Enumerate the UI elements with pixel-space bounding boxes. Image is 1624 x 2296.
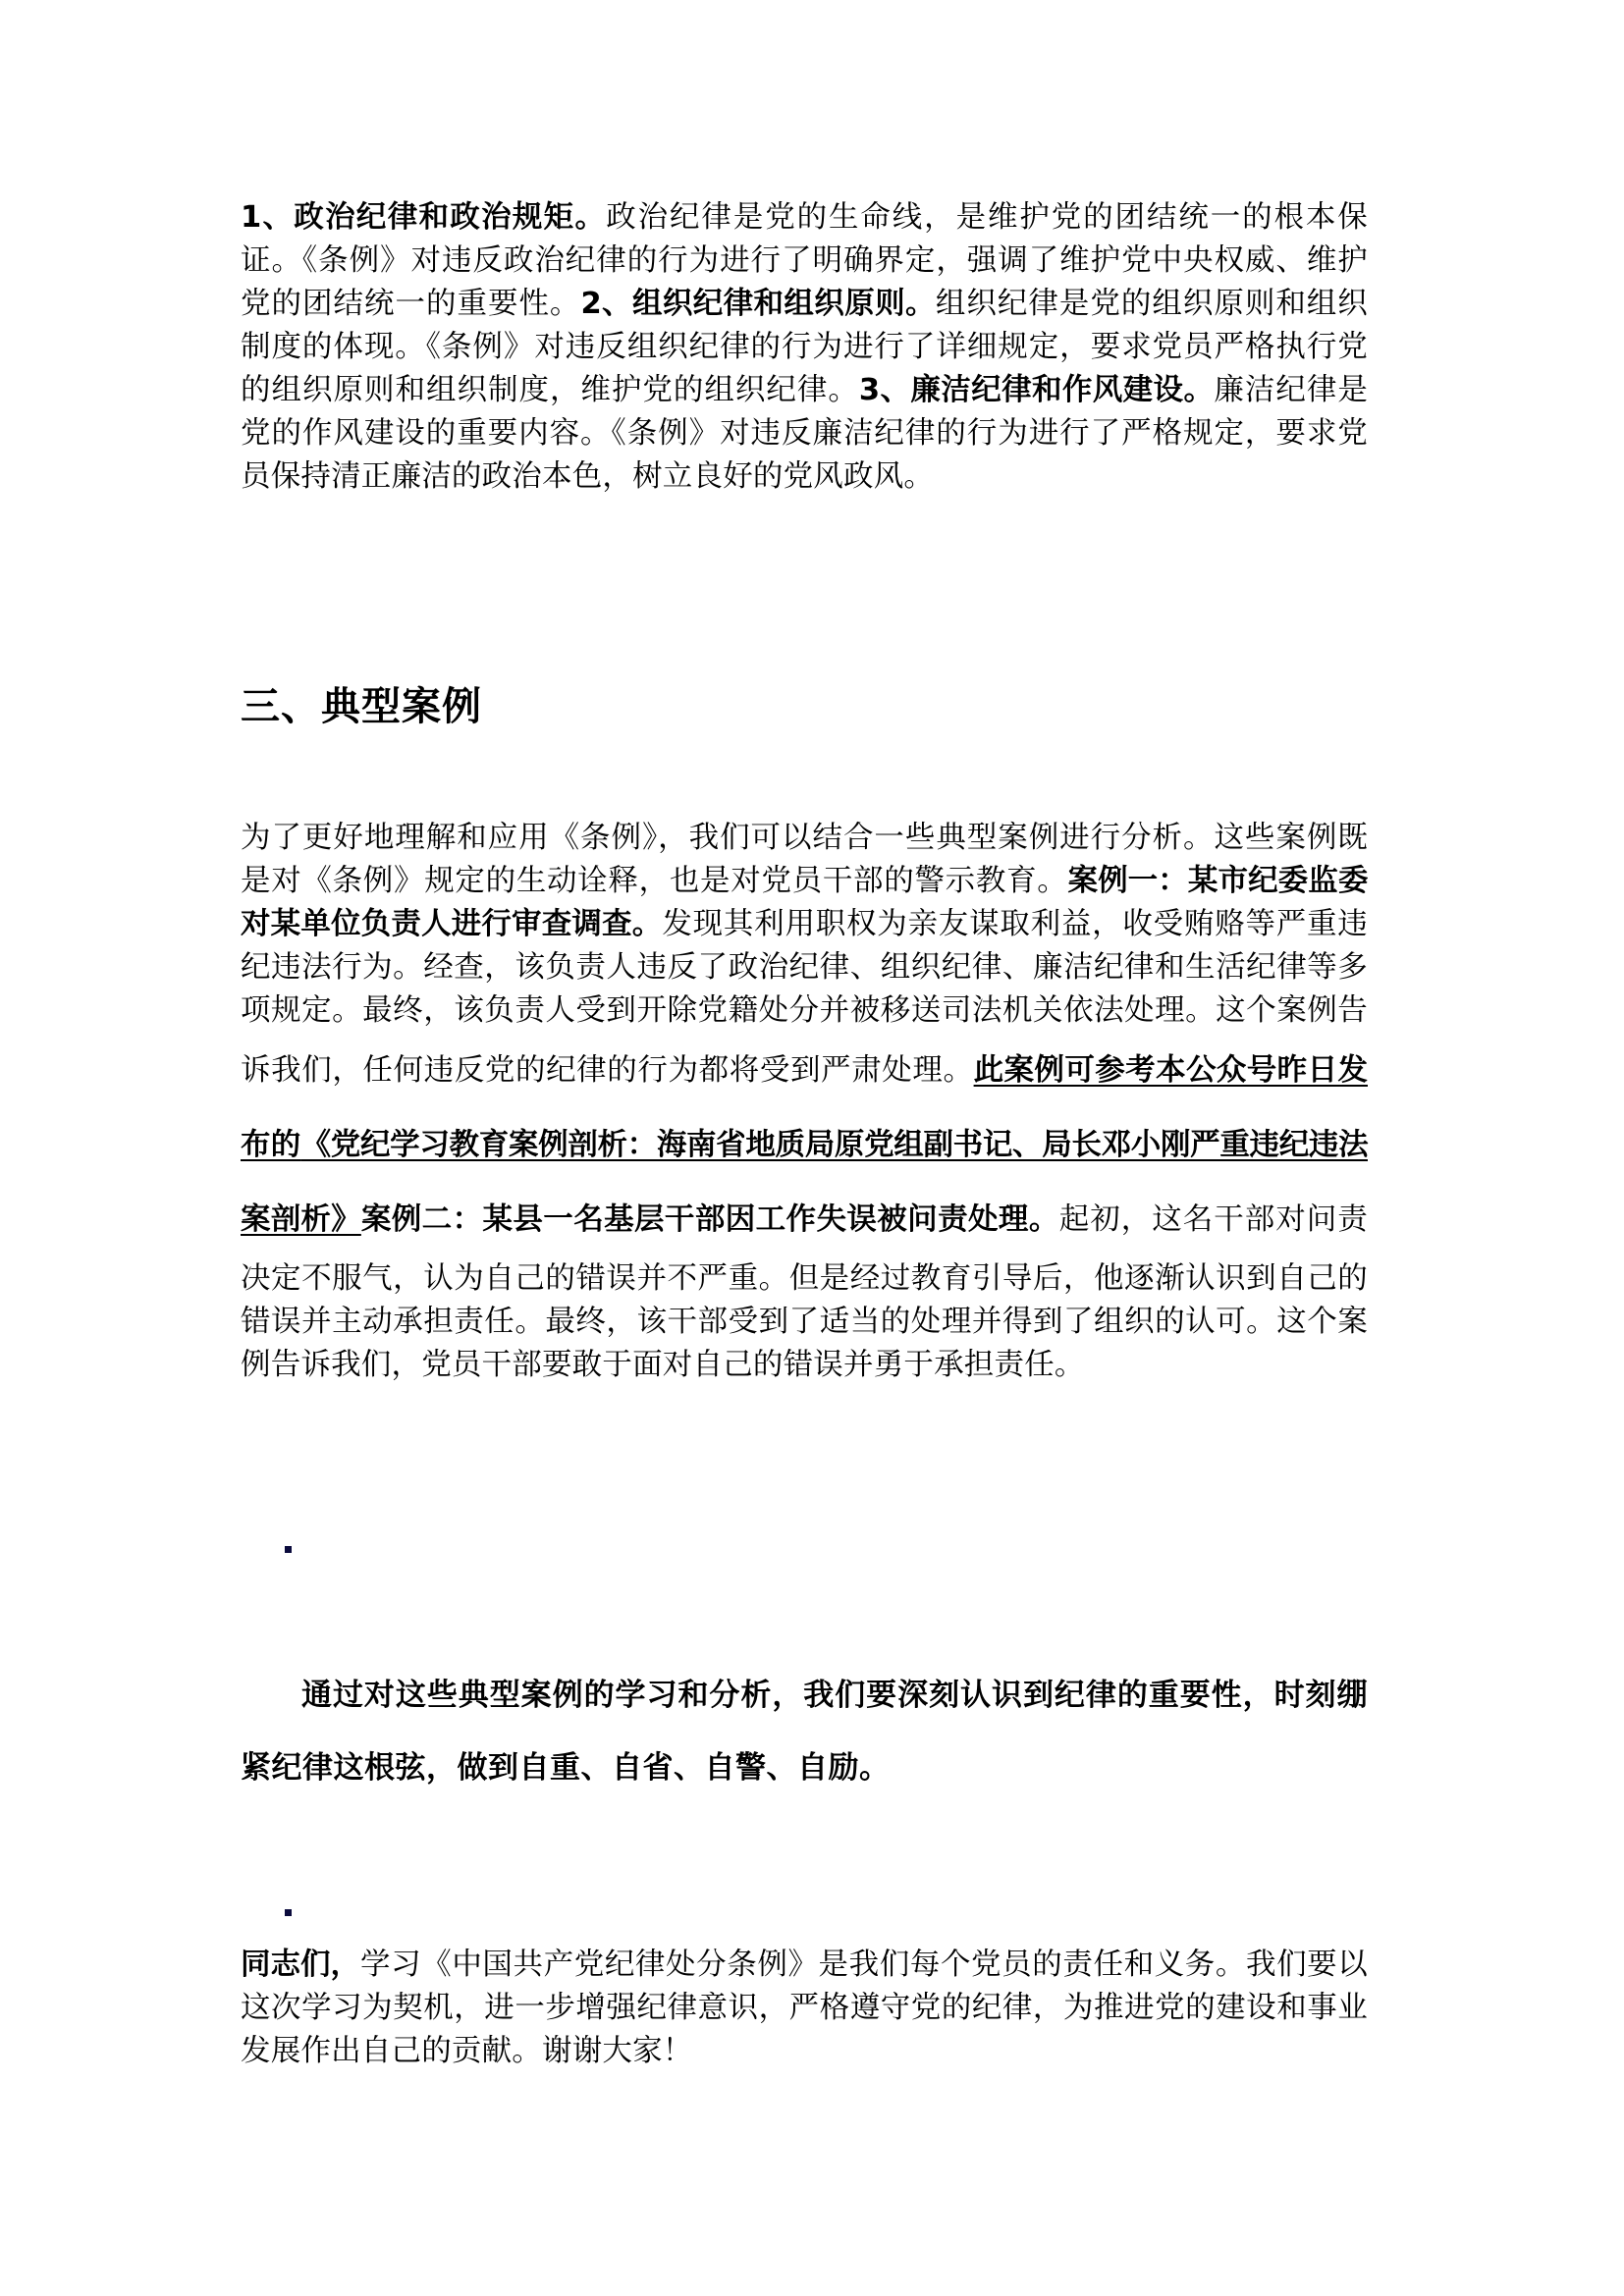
- section-heading-block: [241, 679, 1368, 734]
- paragraph-four-block: [241, 1944, 1368, 2073]
- paragraph-one: [241, 196, 1368, 499]
- paragraph-two-run-3: 发现其利用职权为亲友谋取利益，收受贿赂等严重违纪违法行为。经查，该负责人违反了政治纪律、组织纪律、廉洁纪律和生活纪律等多项规定。最终，该负责人受到开除党籍处分并被移送司法机关依法处理。这个案例告诉我们，任何违反党的纪律的行为都将受到严肃处理。: [241, 907, 1368, 1088]
- paragraph-one-run-6: 廉洁纪律是党的作风建设的重要内容。《条例》对违反廉洁纪律的行为进行了严格规定，要求党员保持清正廉洁的政治本色，树立良好的党风政风。: [241, 373, 1369, 494]
- bullet-two-block: [285, 1909, 292, 1916]
- square-bullet-dot-icon: [285, 1546, 292, 1553]
- paragraph-three: 通过对这些典型案例的学习和分析，我们要深刻认识到纪律的重要性，时刻绷紧纪律这根弦，做到自重、自省、自警、自励。: [241, 1678, 1368, 1786]
- paragraph-two: [241, 817, 1368, 1387]
- paragraph-one-run-3-bold: 2、组织纪律和组织原则。: [580, 287, 936, 321]
- paragraph-four-run-1-bold: 同志们，: [241, 1948, 361, 1982]
- paragraph-four-run-2: 学习《中国共产党纪律处分条例》是我们每个党员的责任和义务。我们要以这次学习为契机，进一步增强纪律意识，严格遵守党的纪律，为推进党的建设和事业发展作出自己的贡献。谢谢大家！: [241, 1948, 1368, 2068]
- paragraph-two-run-2-bold: 案例一：某市纪委监委对某单位负责人进行审查调查。: [241, 864, 1368, 941]
- paragraph-one-run-5-bold: 3、廉洁纪律和作风建设。: [858, 373, 1215, 407]
- paragraph-four: [241, 1944, 1368, 2073]
- paragraph-one-block: [241, 196, 1368, 499]
- paragraph-one-run-1-bold: 1、政治纪律和政治规矩。: [241, 200, 607, 235]
- paragraph-three-block: [241, 1659, 1368, 1804]
- bullet-one-block: [285, 1546, 292, 1553]
- paragraph-one-run-4: 组织纪律是党的组织原则和组织制度的体现。《条例》对违反组织纪律的行为进行了详细规定，要求党员严格执行党的组织原则和组织制度，维护党的组织纪律。: [241, 287, 1369, 407]
- paragraph-two-reference-title[interactable]: 《党纪学习教育案例剖析：海南省地质局原党组副书记、局长邓小刚严重违纪违法案剖析》: [241, 1128, 1368, 1237]
- paragraph-two-run-1: 为了更好地理解和应用《条例》，我们可以结合一些典型案例进行分析。这些案例既是对《条例》规定的生动诠释，也是对党员干部的警示教育。: [241, 821, 1368, 898]
- paragraph-two-block: [241, 817, 1368, 1387]
- paragraph-two-run-6-bold: 案例二：某县一名基层干部因工作失误被问责处理。: [360, 1202, 1059, 1237]
- paragraph-two-run-7: 起初，这名干部对问责决定不服气，认为自己的错误并不严重。但是经过教育引导后，他逐渐认识到自己的错误并主动承担责任。最终，该干部受到了适当的处理并得到了组织的认可。这个案例告诉我们，党员干部要敢于面对自己的错误并勇于承担责任。: [241, 1202, 1369, 1382]
- paragraph-two-reference-prefix[interactable]: 此案例可参考本公众号昨日发布的: [241, 1052, 1368, 1162]
- section-heading: 三、典型案例: [241, 684, 482, 729]
- square-bullet-dot-icon: [285, 1909, 292, 1916]
- paragraph-one-run-2: 政治纪律是党的生命线，是维护党的团结统一的根本保证。《条例》对违反政治纪律的行为进行了明确界定，强调了维护党中央权威、维护党的团结统一的重要性。: [241, 200, 1368, 321]
